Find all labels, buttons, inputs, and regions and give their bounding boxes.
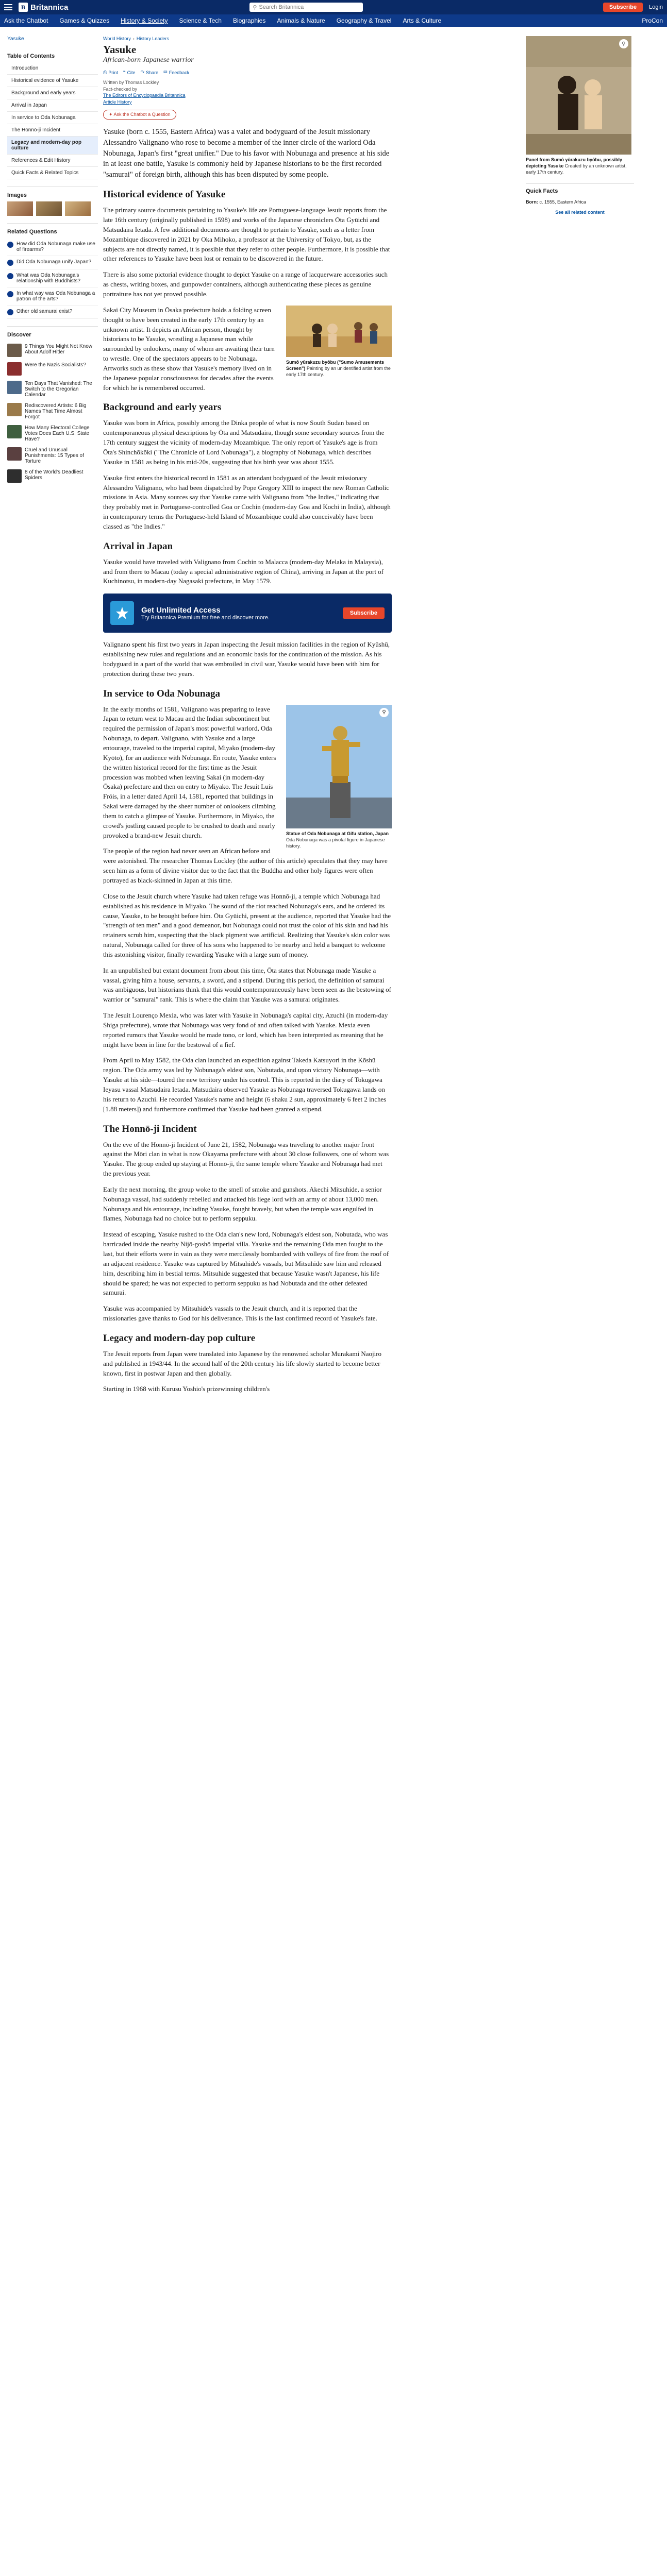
feedback-button[interactable]: ✉ Feedback — [163, 70, 190, 75]
paragraph: The primary source documents pertaining to Yasuke's life are Portuguese-language Jesuit reports from the late 16th century (originally published in 1598) and works of the Japanese chroniclers Ōta Gyūichi and Matsudaira Ietada. A few additional documents are thought to pertain to Yasuke, such as a letter from Mozambique discovered in 2021 by Oka Mihoko, a professor at the University of Tokyo, but, as the subjects are not directly named, it is possible that they refer to other people. Furthermore, it is possible that other references to Yasuke have been lost or remain to be discovered in the future. — [103, 206, 390, 263]
paragraph: Yasuke was born in Africa, possibly among the Dinka people of what is now South Sudan based on contemporaneous physical descriptions by Ōta and Matsudaira, though some secondary sources from the 17th century suggest the vicinity of modern-day Mozambique. The only report of Yasuke's age is from Ōta's Shinchōkōki ("The Chronicle of Lord Nobunaga"), a biography of Nobunaga, which describes Yasuke in 1581 as being in his mid-20s, suggesting that his birth year was about 1555. — [103, 419, 385, 466]
yasuke-panel-image[interactable] — [526, 36, 631, 155]
print-button[interactable]: ⎙ Print — [103, 70, 118, 75]
nav-history-society[interactable]: History & Society — [121, 17, 168, 24]
right-column — [526, 36, 634, 215]
figure-caption: Oda Nobunaga was a pivotal figure in Japanese history. — [286, 837, 385, 849]
paragraph: Close to the Jesuit church where Yasuke had taken refuge was Honnō-ji, a temple which Nobunaga had established as his residence in Miyako. The sound of the riot reached Nobunaga's ears, and he ordered its cause, Yasuke, to be brought before him. Ōta Gyūichi, present at the audience, reported that Yasuke had the "strength of ten men" and a good demeanor, but Nobunaga could not trust the color of his skin and had his retainers scrub him, suspecting that the black pigment was artificial. Realizing that Yasuke's skin color was natural, Nobunaga called for three of his sons who happened to be nearby and held a banquet to welcome this astonishing visitor, finally rewarding Yasuke with a large sum of money. — [103, 892, 391, 958]
discover-item[interactable]: Ten Days That Vanished: The Switch to the Gregorian Calendar — [7, 378, 98, 400]
discover-thumbnail — [7, 447, 22, 461]
question-icon — [7, 273, 13, 279]
zoom-icon[interactable]: ⚲ — [619, 39, 628, 48]
paragraph: From April to May 1582, the Oda clan launched an expedition against Takeda Katsuyori in the Kōshū region. The Oda army was led by Nobunaga's eldest son, Nobutada, and upon victory Nobunaga—with Yasuke at his side—toured the new territory under his control. This is reported in the diary of Tokugawa Ieyasu vassal Matsudaira Ietada. Matsudaira observed Yasuke as Nobunaga traversed Tokugawa lands on his return to Azuchi. He recorded Yasuke's name and height (6 shaku 2 sun, approximately 6 feet 2 inches [1.88 meters]) and furthermore confirmed that Yasuke had been granted a stipend. — [103, 1056, 387, 1113]
image-thumbnails — [7, 201, 98, 216]
paragraph: The Jesuit Lourenço Mexia, who was later with Yasuke in Nobunaga's capital city, Azuchi (in modern-day Shiga prefecture), wrote that Nobunaga was very fond of and often talked with Yasuke. Mexia even reported rumors that Yasuke would be made tono, or lord, which has been interpreted as meaning that he might have been in line for the bestowal of a fief. — [103, 1011, 388, 1048]
share-icon: ↷ — [140, 70, 145, 75]
image-thumbnail[interactable] — [7, 201, 33, 216]
section-heading: Arrival in Japan — [103, 540, 173, 552]
paragraph: There is also some pictorial evidence thought to depict Yasuke on a range of lacquerware accessories such as chests, writing boxes, and gunpowder containers, although authenticating these pieces as genuine portraiture has not yet proved possible. — [103, 270, 388, 298]
nav-arts-culture[interactable]: Arts & Culture — [403, 17, 442, 24]
top-bar — [0, 0, 667, 14]
article-actions — [103, 70, 392, 75]
section-heading: The Honnō-ji Incident — [103, 1123, 197, 1134]
nav-ask-chatbot[interactable]: Ask the Chatbot — [4, 17, 48, 24]
quick-facts-title: Quick Facts — [526, 188, 558, 195]
promo-subscribe-button[interactable]: Subscribe — [343, 607, 385, 619]
nobunaga-statue-image[interactable] — [286, 705, 392, 828]
toc-item-active[interactable]: Legacy and modern-day pop culture — [7, 137, 98, 155]
promo-text: Try Britannica Premium for free and discover more. — [141, 614, 270, 621]
nav-animals-nature[interactable]: Animals & Nature — [277, 17, 325, 24]
sidebar-back-link[interactable]: Yasuke — [7, 36, 24, 42]
paragraph: The Jesuit reports from Japan were translated into Japanese by the renowned scholar Murakami Naojiro and published in 1943/44. In the second half of the 20th century his life slowly started to become better known, first in postwar Japan and then globally. — [103, 1349, 382, 1377]
page-title: Yasuke — [103, 43, 137, 56]
toc-item[interactable]: In service to Oda Nobunaga — [7, 112, 98, 124]
discover-item[interactable]: Cruel and Unusual Punishments: 15 Types of Torture — [7, 445, 98, 467]
paragraph: Early the next morning, the group woke to the smell of smoke and gunshots. Akechi Mitsuhide, a senior Nobunaga vassal, had suddenly rebelled and attacked his liege lord with an army of about 13,000 men. Nobunaga and his entourage, including Yasuke, fought bravely, but when the temple was engulfed in flames, Nobunaga had no choice but to perform seppuku. — [103, 1185, 382, 1223]
question-icon — [7, 309, 13, 315]
paragraph: On the eve of the Honnō-ji Incident of June 21, 1582, Nobunaga was traveling to another major front against the Mōri clan in what is now Okayama prefecture with about 30 close followers, one of whom was Yasuke. The group ended up staying at Honnō-ji, the same temple where Yasuke and Nobunaga had met the previous year. — [103, 1140, 389, 1178]
intro-paragraph: Yasuke (born c. 1555, Eastern Africa) was a valet and bodyguard of the Jesuit missionary Alessandro Valignano who rose to become a member of the inner circle of the warlord Oda Nobunaga, Japan's first "great unifier." Due to his favor with Nobunaga and presence at his side in at least one battle, Yasuke is commonly held by Japanese historians to be the first recorded "samurai" of foreign birth, although this has been disputed by some people. — [103, 128, 390, 179]
related-question[interactable]: In what way was Oda Nobunaga a patron of the arts? — [7, 287, 98, 306]
paragraph: Yasuke would have traveled with Valignano from Cochin to Malacca (modern-day Melaka in Malaysia), and from there to Macau (today a special administrative region of China), arriving in Japan at the port of Kuchinotsu, in modern-day Nagasaki prefecture, in May 1579. — [103, 557, 384, 585]
discover-thumbnail — [7, 344, 22, 357]
left-sidebar — [0, 27, 103, 1421]
print-icon: ⎙ — [103, 70, 107, 75]
discover-item[interactable]: 9 Things You Might Not Know About Adolf Hitler — [7, 341, 98, 360]
paragraph: Yasuke first enters the historical record in 1581 as an attendant bodyguard of the Jesuit missionary Alessandro Valignano, who had been dispatched by Pope Gregory XIII to inspect the new Roman Catholic missions in Asia. Many sources say that Yasuke came with Valignano from "the Indies," indicating that they probably met in Portuguese-controlled Goa or Cochin (modern-day Goa and Kochi in India), although in contemporary terms the Portuguese-held Island of Mozambique could also conceivably have been classed as "the Indies." — [103, 473, 391, 530]
fact-checked-label: Fact-checked by — [103, 86, 138, 92]
see-all-related-link[interactable]: See all related content — [555, 210, 605, 215]
share-button[interactable]: ↷ Share — [140, 70, 159, 75]
related-question[interactable]: How did Oda Nobunaga make use of firearms? — [7, 238, 98, 256]
section-heading: Historical evidence of Yasuke — [103, 189, 226, 200]
question-icon — [7, 242, 13, 248]
paragraph: In an unpublished but extant document from about this time, Ōta states that Nobunaga made Yasuke a vassal, giving him a house, servants, a sword, and a stipend. During this period, the definition of samurai was ambiguous, but historians think that this would contemporaneously have been seen as the bestowing of warrior or "samurai" rank. This is where the claim that Yasuke was a samurai originates. — [103, 966, 391, 1004]
ask-chatbot-button[interactable]: ✦ Ask the Chatbot a Question — [103, 110, 176, 120]
toc-item[interactable]: Quick Facts & Related Topics — [7, 167, 98, 179]
login-link[interactable]: Login — [649, 4, 663, 10]
quick-facts — [526, 183, 634, 215]
images-title: Images — [7, 192, 27, 198]
image-thumbnail[interactable] — [36, 201, 62, 216]
nav-geography-travel[interactable]: Geography & Travel — [336, 17, 392, 24]
discover-item[interactable]: Were the Nazis Socialists? — [7, 360, 98, 378]
related-questions — [7, 238, 98, 319]
discover-title: Discover — [7, 332, 31, 338]
search-icon: ⚲ — [253, 4, 257, 11]
paragraph: In the early months of 1581, Valignano was preparing to leave Japan to return west to Macau and the Indian subcontinent but required the permission of Japan's most powerful warlord, Oda Nobunaga, to depart. Valignano, with Yasuke and a large entourage, traveled to the imperial capital, Miyako (modern-day Kyōto), for an audience with Nobunaga. En route, Yasuke enters the written historical record for the first time as the Jesuit procession was mobbed when leaving Sakai (in modern-day Ōsaka) prefecture and then on entry to Miyako. The Jesuit Luís Fróis, in a letter dated April 14, 1581, reported that buildings in Sakai were damaged by the sheer number of onlookers climbing them to catch a glimpse of Yasuke. Furthermore, in Miyako, the crowd's jostling caused people to be crushed to death and nearly provoked a brand-new Jesuit church. — [103, 705, 276, 839]
breadcrumb-item[interactable]: World History — [103, 36, 131, 41]
related-question[interactable]: Other old samurai exist? — [7, 306, 98, 319]
discover-thumbnail — [7, 403, 22, 416]
section-heading: Legacy and modern-day pop culture — [103, 1332, 256, 1344]
sakai-screen-figure[interactable] — [286, 306, 392, 378]
table-of-contents — [7, 62, 98, 179]
toc-item[interactable]: Historical evidence of Yasuke — [7, 75, 98, 87]
panel-caption-title: Panel from Sumō yūrakuzu byōbu, possibly depicting Yasuke — [526, 157, 623, 169]
discover-thumbnail — [7, 381, 22, 394]
article-main — [103, 27, 392, 1421]
paragraph: Instead of escaping, Yasuke rushed to the Oda clan's new lord, Nobunaga's eldest son, Nobutada, who was barricaded inside the nearby Nijō-goshō imperial villa. Yasuke and the remaining Oda men fought to the last, but their efforts were in vain as they were mercilessly bombarded with volleys of fire from the roof of an adjacent residence. Yasuke was captured by Mitsuhide's vassals, but Mitsuhide saw him and released him, describing him in bestial terms. Mitsuhide suggested that because Yasuke wasn't Japanese, his life should be spared; he was not expected to perform seppuku as had Nobutada and the other defeated samurai. — [103, 1230, 389, 1297]
paragraph: Sakai City Museum in Ōsaka prefecture holds a folding screen thought to have been created in the early 17th century by an unknown artist. It depicts an African person, thought by historians to be Yasuke, wrestling a Japanese man while surrounded by onlookers, many of whom are awaiting their turn to wrestle. One of the spectators appears to be Nobunaga. Artworks such as these show that Yasuke's memory lived on in the Japanese popular consciousness for decades after the events for which he is remembered occurred. — [103, 306, 275, 392]
discover-thumbnail — [7, 469, 22, 483]
nav-procon[interactable]: ProCon — [642, 17, 663, 24]
figure-caption: Painting by an unidentified artist from the early 17th century. — [286, 366, 391, 378]
nav-games-quizzes[interactable]: Games & Quizzes — [59, 17, 110, 24]
nav-science-tech[interactable]: Science & Tech — [179, 17, 222, 24]
britannica-thistle-icon: B — [19, 3, 28, 12]
britannica-premium-icon — [110, 601, 134, 625]
nobunaga-statue-figure[interactable] — [286, 705, 392, 849]
quick-fact-born: Born: c. 1555, Eastern Africa — [526, 199, 587, 205]
fact-checker-link[interactable]: The Editors of Encyclopaedia Britannica — [103, 93, 186, 98]
search-input[interactable] — [249, 3, 363, 12]
written-by: Written by Thomas Lockley — [103, 80, 159, 85]
quote-icon: ❝ — [123, 70, 126, 75]
nav-biographies[interactable]: Biographies — [232, 17, 266, 24]
figure-caption-title: Statue of Oda Nobunaga at Gifu station, Japan — [286, 831, 389, 836]
related-question[interactable]: Did Oda Nobunaga unify Japan? — [7, 256, 98, 269]
category-nav — [0, 14, 667, 27]
search-placeholder: Search Britannica — [259, 4, 304, 10]
brand-logo[interactable] — [19, 3, 68, 12]
toc-item[interactable]: Arrival in Japan — [7, 99, 98, 112]
paragraph: The people of the region had never seen an African before and were astonished. The researcher Thomas Lockley (the author of this article) speculates that they may have seen him as a form of divine visitor due to the fact that the Buddha and other holy figures were often portrayed as black-skinned in Japan at this time. — [103, 847, 388, 884]
related-question[interactable]: What was Oda Nobunaga's relationship with Buddhists? — [7, 269, 98, 287]
image-thumbnail[interactable] — [65, 201, 91, 216]
article-meta — [103, 79, 392, 105]
cite-button[interactable]: ❝ Cite — [123, 70, 136, 75]
toc-title: Table of Contents — [7, 53, 55, 59]
toc-item[interactable]: References & Edit History — [7, 155, 98, 167]
discover-list — [7, 341, 98, 485]
discover-item[interactable]: Rediscovered Artists: 6 Big Names That Time Almost Forgot — [7, 400, 98, 422]
brand-name: Britannica — [30, 3, 69, 12]
section-heading: In service to Oda Nobunaga — [103, 688, 220, 699]
toc-item[interactable]: The Honnō-ji Incident — [7, 124, 98, 137]
toc-item[interactable]: Background and early years — [7, 87, 98, 99]
question-icon — [7, 260, 13, 266]
panel-caption: Created by an unknown artist, early 17th century. — [526, 163, 627, 175]
sumo-screen-painting — [286, 306, 392, 357]
question-icon — [7, 291, 13, 297]
sakai-screen-image[interactable] — [286, 306, 392, 357]
promo-heading: Get Unlimited Access — [141, 605, 221, 615]
figure-caption-title: Sumō yūrakuzu byōbu ("Sumo Amusements Screen") — [286, 359, 384, 371]
breadcrumb: World History › History Leaders — [103, 36, 169, 41]
paragraph: Yasuke was accompanied by Mitsuhide's vassals to the Jesuit church, and it is reported that the missionaries gave thanks to God for his deliverance. This is the last confirmed record of Yasuke's fate. — [103, 1304, 377, 1323]
statue-photo — [286, 705, 392, 828]
feedback-icon: ✉ — [163, 70, 168, 75]
article-history-link[interactable]: Article History — [103, 99, 132, 105]
divider — [7, 326, 98, 327]
toc-item[interactable]: Introduction — [7, 62, 98, 75]
discover-thumbnail — [7, 362, 22, 376]
subscribe-button[interactable]: Subscribe — [603, 3, 643, 12]
discover-item[interactable]: How Many Electoral College Votes Does Each U.S. State Have? — [7, 422, 98, 445]
section-heading: Background and early years — [103, 402, 222, 413]
hamburger-menu-icon[interactable] — [4, 4, 12, 10]
related-title: Related Questions — [7, 229, 57, 235]
page-subtitle: African-born Japanese warrior — [103, 56, 194, 64]
premium-promo-banner[interactable] — [103, 594, 392, 633]
divider — [7, 223, 98, 224]
discover-thumbnail — [7, 425, 22, 438]
breadcrumb-item[interactable]: History Leaders — [136, 36, 169, 41]
panel-painting — [526, 36, 631, 155]
paragraph: Valignano spent his first two years in Japan inspecting the Jesuit mission facilities in the region of Kyūshū, establishing new rules and regulations and an economic basis for the continuation of the mission. As his bodyguard in a part of the world that was embroiled in civil war, Yasuke would have been with him for protection during these two years. — [103, 640, 390, 677]
paragraph: Starting in 1968 with Kurusu Yoshio's prizewinning children's — [103, 1385, 270, 1393]
zoom-icon[interactable]: ⚲ — [379, 708, 389, 717]
discover-item[interactable]: 8 of the World's Deadliest Spiders — [7, 467, 98, 485]
